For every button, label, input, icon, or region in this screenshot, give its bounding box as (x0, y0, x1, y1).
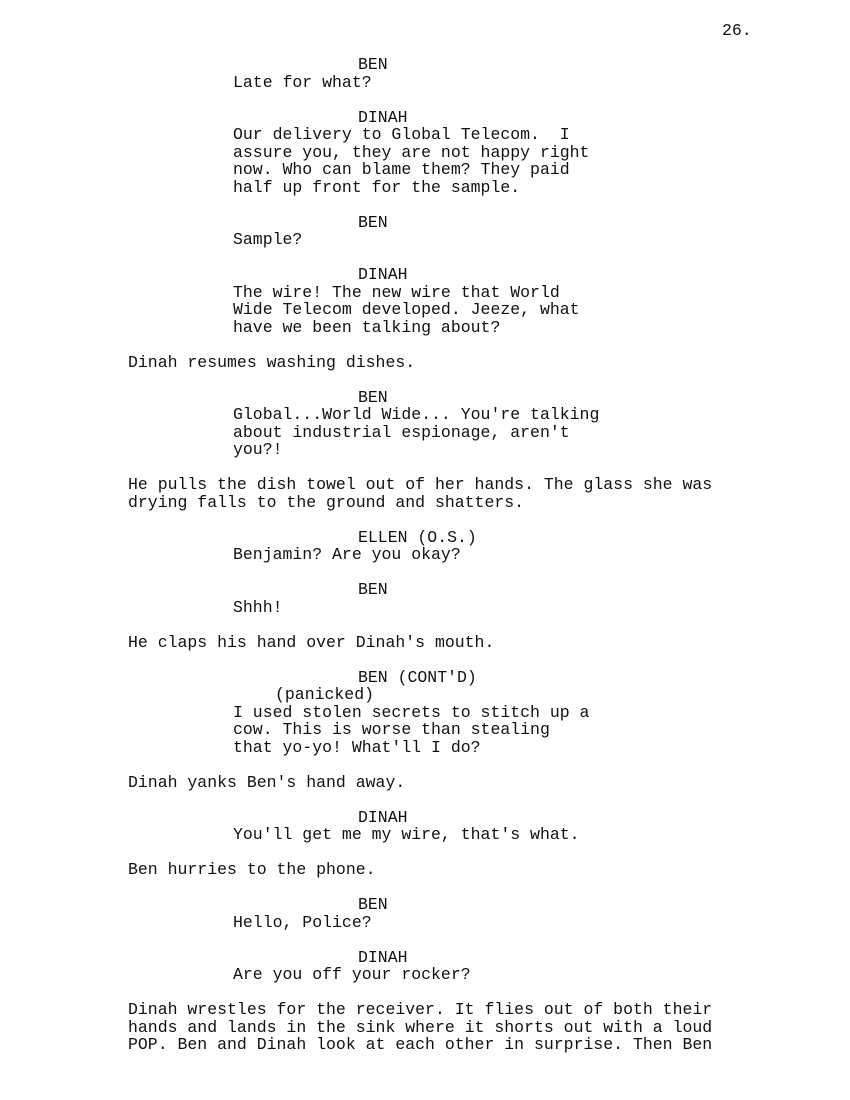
character-name: BEN (358, 387, 388, 407)
blank-line (128, 91, 768, 109)
script-block-character (128, 669, 768, 687)
dialogue-line: Late for what? (233, 72, 372, 92)
script-block-dialogue (128, 826, 768, 844)
dialogue-line: about industrial espionage, aren't (233, 422, 570, 442)
character-name: BEN (CONT'D) (358, 667, 477, 687)
dialogue-line: assure you, they are not happy right (233, 142, 590, 162)
blank-line (128, 616, 768, 634)
blank-line (128, 336, 768, 354)
script-block-dialogue (128, 406, 768, 459)
script-block-character (128, 581, 768, 599)
script-block-dialogue (128, 126, 768, 196)
dialogue-line: now. Who can blame them? They paid (233, 160, 570, 179)
character-name: DINAH (358, 947, 408, 967)
script-block-action (128, 354, 768, 372)
script-block-character (128, 896, 768, 914)
script-block-action (128, 1001, 768, 1054)
blank-line (128, 931, 768, 949)
action-line: hands and lands in the sink where it shorts out with a loud (128, 1017, 713, 1037)
script-block-character (128, 389, 768, 407)
action-line: Dinah resumes washing dishes. (128, 352, 416, 372)
action-line: He claps his hand over Dinah's mouth. (128, 632, 495, 652)
script-block-dialogue (128, 231, 768, 249)
blank-line (128, 791, 768, 809)
character-name: BEN (358, 55, 388, 74)
dialogue-line: I used stolen secrets to stitch up a (233, 702, 590, 722)
character-name: BEN (358, 895, 388, 914)
character-name: DINAH (358, 807, 408, 827)
character-name: BEN (358, 580, 388, 599)
blank-line (128, 196, 768, 214)
parenthetical: (panicked) (275, 685, 375, 704)
dialogue-line: Our delivery to Global Telecom. I (233, 125, 570, 144)
script-block-dialogue (128, 704, 768, 757)
blank-line (128, 756, 768, 774)
script-block-dialogue (128, 284, 768, 337)
script-block-action (128, 476, 768, 511)
dialogue-line: Hello, Police? (233, 912, 372, 932)
character-name: BEN (358, 212, 388, 232)
blank-line (128, 984, 768, 1002)
script-body (128, 56, 768, 1054)
dialogue-line: Shhh! (233, 597, 283, 617)
blank-line (128, 879, 768, 897)
script-block-character (128, 109, 768, 127)
script-block-character (128, 949, 768, 967)
character-name: DINAH (358, 107, 408, 127)
action-line: Dinah yanks Ben's hand away. (128, 772, 406, 792)
page-number: 26. (722, 21, 752, 40)
dialogue-line: The wire! The new wire that World (233, 282, 560, 302)
action-line: Dinah wrestles for the receiver. It flies out of both their (128, 1000, 713, 1019)
dialogue-line: Are you off your rocker? (233, 965, 471, 984)
dialogue-line: Global...World Wide... You're talking (233, 405, 600, 424)
blank-line (128, 459, 768, 477)
script-block-character (128, 529, 768, 547)
blank-line (128, 511, 768, 529)
script-block-dialogue (128, 74, 768, 92)
script-block-dialogue (128, 546, 768, 564)
script-block-parenthetical (128, 686, 768, 704)
dialogue-line: have we been talking about? (233, 317, 501, 337)
blank-line (128, 371, 768, 389)
dialogue-line: You'll get me my wire, that's what. (233, 825, 580, 844)
action-line: Ben hurries to the phone. (128, 860, 376, 879)
blank-line (128, 651, 768, 669)
dialogue-line: half up front for the sample. (233, 177, 521, 197)
action-line: POP. Ben and Dinah look at each other in surprise. Then Ben (128, 1035, 713, 1054)
dialogue-line: Sample? (233, 230, 303, 249)
script-block-character (128, 266, 768, 284)
action-line: drying falls to the ground and shatters. (128, 492, 525, 512)
dialogue-line: cow. This is worse than stealing (233, 720, 550, 739)
dialogue-line: you?! (233, 440, 283, 459)
dialogue-line: Benjamin? Are you okay? (233, 545, 461, 564)
script-block-dialogue (128, 599, 768, 617)
script-block-character (128, 214, 768, 232)
action-line: He pulls the dish towel out of her hands. The glass she was (128, 475, 713, 494)
character-name: DINAH (358, 265, 408, 284)
script-block-action (128, 861, 768, 879)
script-block-action (128, 774, 768, 792)
dialogue-line: that yo-yo! What'll I do? (233, 737, 481, 757)
blank-line (128, 564, 768, 582)
script-block-action (128, 634, 768, 652)
script-block-dialogue (128, 966, 768, 984)
script-block-character (128, 809, 768, 827)
script-block-dialogue (128, 914, 768, 932)
dialogue-line: Wide Telecom developed. Jeeze, what (233, 300, 580, 319)
blank-line (128, 844, 768, 862)
blank-line (128, 249, 768, 267)
character-name: ELLEN (O.S.) (358, 527, 477, 547)
script-block-character (128, 56, 768, 74)
